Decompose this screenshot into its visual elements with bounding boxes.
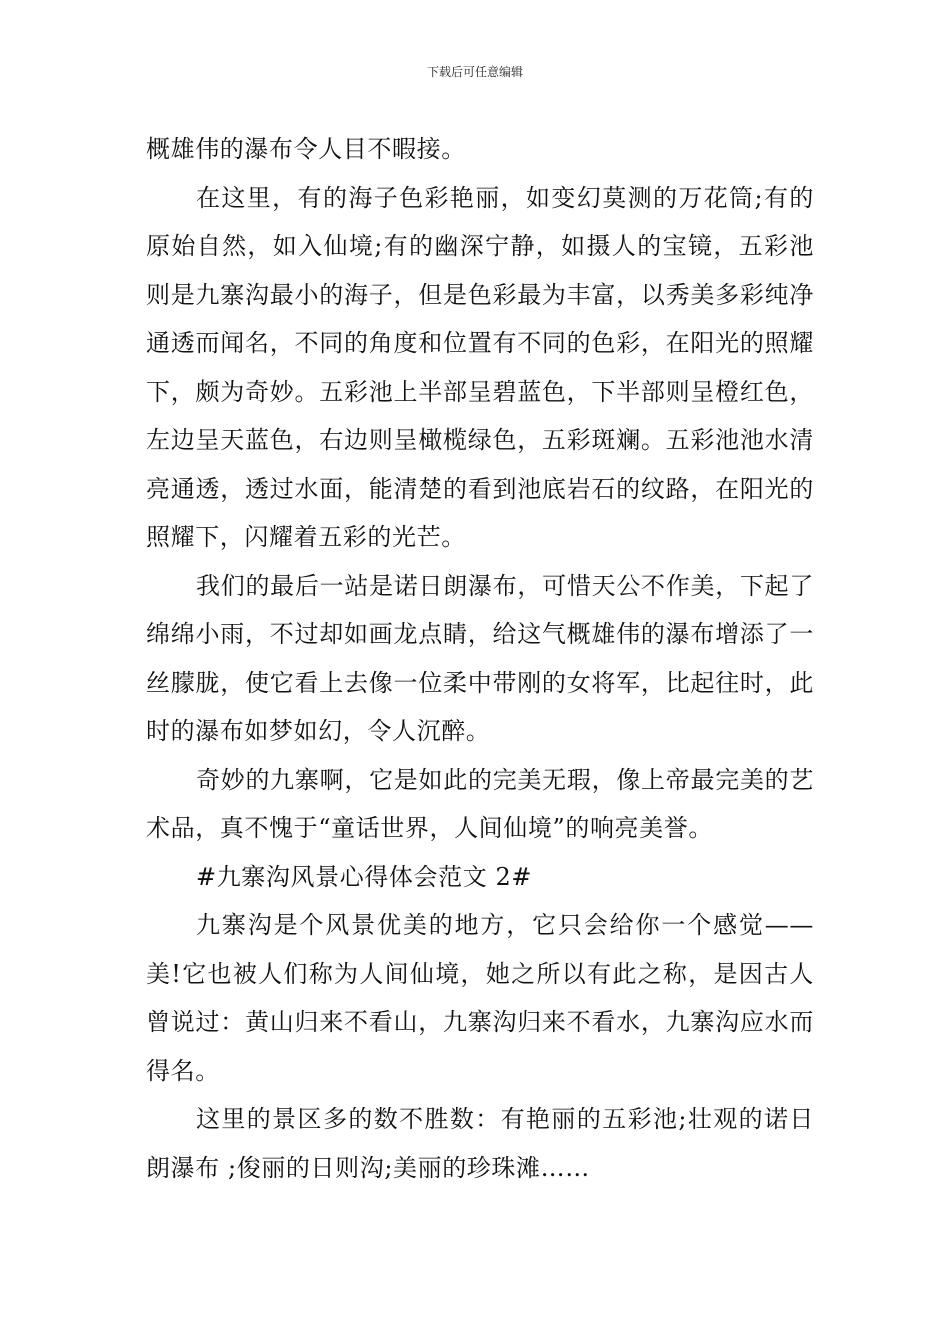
paragraph-1: 概雄伟的瀑布令人目不暇接。: [146, 135, 466, 163]
paragraph-2: 在这里，有的海子色彩艳丽，如变幻莫测的万花筒;有的原始自然，如入仙境;有的幽深宁静，如摄人的宝镜，五彩池则是九寨沟最小的海子，但是色彩最为丰富，以秀美多彩纯净通透而闻名，不同的角度和位置有不同的色彩，在阳光的照耀下，颇为奇妙。五彩池上半部呈碧蓝色，下半部则呈橙红色，左边呈天蓝色，右边则呈橄榄绿色，五彩斑斓。五彩池池水清亮通透，透过水面，能清楚的看到池底岩石的纹路，在阳光的照耀下，闪耀着五彩的光芒。: [146, 183, 814, 551]
section-heading: #九寨沟风景心得体会范文 2#: [196, 862, 533, 891]
paragraph-3: 我们的最后一站是诺日朗瀑布，可惜天公不作美，下起了绵绵小雨，不过却如画龙点睛，给这气概雄伟的瀑布增添了一丝朦胧，使它看上去像一位柔中带刚的女将军，比起往时，此时的瀑布如梦如幻，令人沉醉。: [146, 571, 814, 745]
paragraph-4: 奇妙的九寨啊，它是如此的完美无瑕，像上帝最完美的艺术品，真不愧于“童话世界，人间仙境”的响亮美誉。: [146, 765, 814, 842]
paragraph-5: 九寨沟是个风景优美的地方，它只会给你一个感觉——美!它也被人们称为人间仙境，她之所以有此之称，是因古人曾说过：黄山归来不看山，九寨沟归来不看水，九寨沟应水而得名。: [146, 911, 814, 1085]
page-header-note: 下载后可任意编辑: [426, 65, 523, 79]
document-body: [146, 125, 814, 1192]
paragraph-6: 这里的景区多的数不胜数：有艳丽的五彩池;壮观的诺日朗瀑布 ;俊丽的日则沟;美丽的珍珠滩……: [146, 1105, 814, 1182]
